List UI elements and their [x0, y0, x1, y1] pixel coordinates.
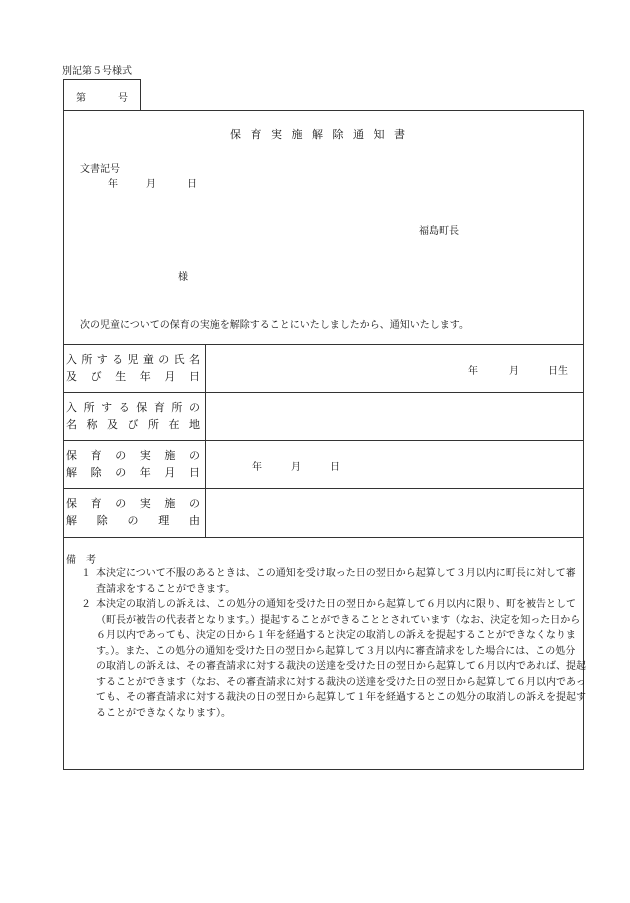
- note-line: ることができなくなります）。: [96, 707, 231, 719]
- row-label-char: 所: [81, 353, 93, 366]
- row-label-char: 所: [148, 418, 159, 431]
- row-label-char: 年: [139, 466, 151, 479]
- row-label-char: す: [101, 401, 113, 414]
- cancel-date-day: 日: [330, 462, 340, 473]
- birth-day: 日生: [548, 366, 568, 377]
- row-label-char: の: [158, 353, 170, 366]
- note-number: ２: [81, 599, 91, 610]
- row-label-char: 名: [189, 353, 200, 366]
- row-label-char: る: [112, 353, 124, 366]
- issuer-name: 福島町長: [419, 226, 459, 237]
- row-label-char: 解: [66, 466, 77, 479]
- row-label-char: 理: [158, 514, 170, 527]
- row-label-char: 入: [66, 353, 77, 366]
- row-label-char: 育: [90, 497, 102, 510]
- row-label-char: 所: [171, 401, 183, 414]
- document-number-box: [63, 79, 141, 110]
- table-bottom-line: [63, 537, 584, 538]
- row-label-char: 年: [139, 370, 151, 383]
- row-label-char: 除: [90, 466, 102, 479]
- row-label-char: 施: [164, 497, 176, 510]
- row-label-char: び: [90, 370, 102, 383]
- row-label-char: 地: [189, 418, 200, 431]
- note-line: の取消しの訴えは、その審査請求に対する裁決の送達を受けた日の翌日から起算して６月以内であれば、提起: [96, 661, 586, 672]
- note-line: ても、その審査請求に対する裁決の日の翌日から起算して１年を経過するとこの処分の取消しの訴えを提起す: [96, 692, 586, 703]
- note-line: 査請求をすることができます。: [96, 583, 236, 595]
- row-label-char: 育: [90, 449, 102, 462]
- row-divider: [63, 488, 584, 489]
- row-label-cancel-reason: [66, 495, 200, 529]
- note-line: することができます（なお、その審査請求に対する裁決の送達を受けた日の翌日から起算して６月以内であっ: [96, 676, 586, 688]
- row-label-char: の: [127, 514, 139, 527]
- note-line: 本決定の取消しの訴えは、この処分の通知を受けた日の翌日から起算して６月以内に限り、町を被告として: [96, 599, 576, 610]
- row-label-cancel-date: [66, 447, 200, 481]
- issue-date-year: 年: [108, 179, 118, 190]
- row-label-char: 日: [188, 370, 200, 383]
- notice-statement: 次の児童についての保育の実施を解除することにいたしましたから、通知いたします。: [80, 320, 469, 331]
- row-label-char: 由: [189, 514, 200, 527]
- row-label-char: 在: [168, 418, 180, 431]
- row-label-char: 及: [66, 370, 77, 383]
- table-column-divider: [205, 344, 206, 537]
- note-line: す。）。また、この処分の通知を受けた日の翌日から起算して３月以内に審査請求をした場合には、この処分: [96, 645, 576, 657]
- row-label-char: 除: [96, 514, 108, 527]
- row-label-char: 入: [66, 401, 77, 414]
- row-label-char: の: [188, 497, 200, 510]
- cancel-date-year: 年: [252, 462, 262, 473]
- number-dai: 第: [76, 93, 86, 104]
- row-label-char: の: [115, 497, 127, 510]
- row-label-char: の: [188, 449, 200, 462]
- row-label-char: 月: [164, 466, 176, 479]
- row-label-char: す: [96, 353, 108, 366]
- row-label-char: 保: [66, 497, 77, 510]
- row-label-char: 解: [66, 514, 77, 527]
- note-line: （町長が被告の代表者となります。）提起することができることとされています（なお、決定を知った日から: [96, 614, 581, 626]
- notes-heading: 備考: [66, 555, 106, 566]
- cancel-date-month: 月: [291, 462, 301, 473]
- issue-date-day: 日: [187, 179, 197, 190]
- addressee-honorific: 様: [178, 272, 188, 283]
- note-line: ６月以内であっても、決定の日から１年を経過すると決定の取消しの訴えを提起することができなくなりま: [96, 630, 576, 641]
- row-label-child-name: [66, 351, 200, 385]
- row-label-char: 保: [66, 449, 77, 462]
- number-go: 号: [118, 93, 128, 104]
- row-label-char: 育: [153, 401, 165, 414]
- birth-month: 月: [509, 366, 519, 377]
- doc-number-label: 文書記号: [80, 164, 120, 175]
- row-label-char: る: [118, 401, 130, 414]
- row-label-char: 及: [107, 418, 118, 431]
- row-divider: [63, 440, 584, 441]
- note-item-1: [64, 566, 582, 597]
- row-divider: [63, 392, 584, 393]
- row-label-char: 実: [139, 497, 151, 510]
- row-label-char: 氏: [173, 353, 185, 366]
- row-label-char: 称: [86, 418, 98, 431]
- issue-date-month: 月: [146, 179, 156, 190]
- row-label-char: 児: [127, 353, 139, 366]
- table-top-line: [63, 344, 584, 345]
- row-label-char: び: [127, 418, 139, 431]
- row-label-nursery: [66, 399, 200, 433]
- page-title: 保育実施解除通知書: [230, 128, 415, 141]
- row-label-char: 日: [188, 466, 200, 479]
- row-label-char: 所: [83, 401, 95, 414]
- row-label-char: の: [115, 449, 127, 462]
- row-label-char: 施: [164, 449, 176, 462]
- row-label-char: の: [188, 401, 200, 414]
- row-label-char: 童: [142, 353, 154, 366]
- row-label-char: 実: [139, 449, 151, 462]
- note-number: １: [81, 568, 91, 579]
- note-line: 本決定について不服のあるときは、この通知を受け取った日の翌日から起算して３月以内に町長に対して審: [96, 568, 576, 579]
- form-label: 別記第５号様式: [62, 66, 132, 77]
- row-label-char: 名: [66, 418, 77, 431]
- note-item-2: [64, 597, 586, 721]
- row-label-char: 月: [164, 370, 176, 383]
- birth-year: 年: [468, 366, 478, 377]
- row-label-char: の: [115, 466, 127, 479]
- row-label-char: 生: [115, 370, 127, 383]
- row-label-char: 保: [136, 401, 148, 414]
